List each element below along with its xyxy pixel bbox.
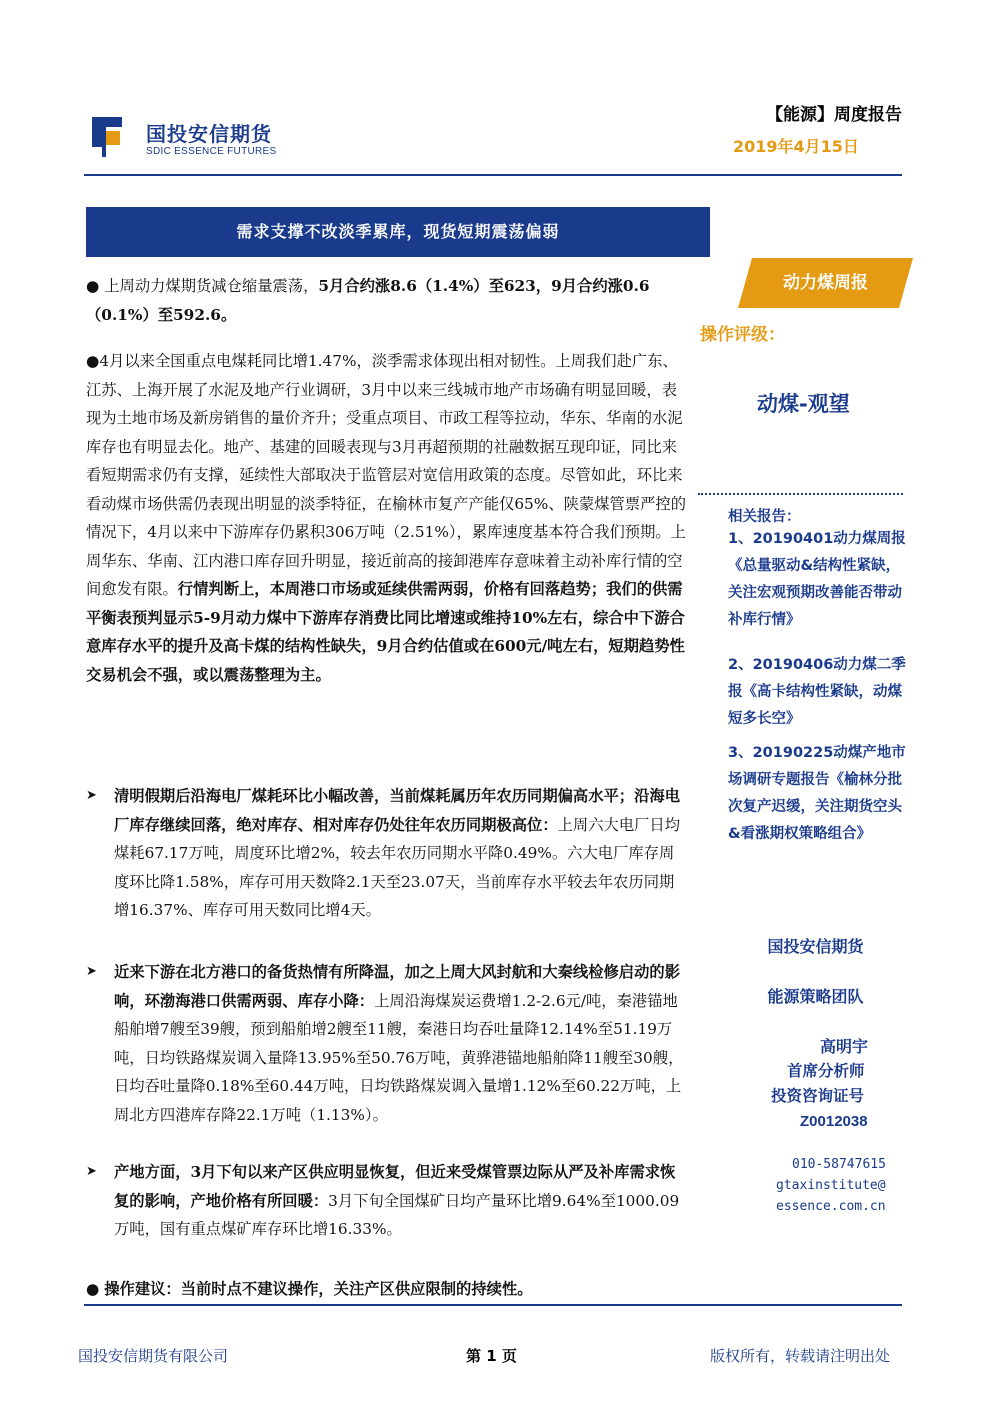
paragraph-emphasis: 操作建议：当前时点不建议操作，关注产区供应限制的持续性。 xyxy=(104,1280,533,1298)
contact-email: gtaxinstitute@ xyxy=(776,1178,886,1193)
footer-divider xyxy=(84,1304,902,1306)
license-number: Z0012038 xyxy=(800,1113,868,1130)
arrow-icon: ➤ xyxy=(86,788,97,803)
related-report-item: 3、20190225动煤产地市场调研专题报告《榆林分批次复产迟缓，关注期货空头&看涨期权策略组合》 xyxy=(728,745,906,842)
paragraph-text: 上周动力煤期货减仓缩量震荡， xyxy=(104,277,319,295)
sidebar-divider xyxy=(698,493,903,495)
paragraph-emphasis: 清明假期后沿海电厂煤耗环比小幅改善，当前煤耗属历年农历同期偏高水平；沿海电厂库存继续回落，绝对库存、相对库存仍处往年农历同期极高位： xyxy=(114,787,680,834)
paragraph-emphasis: 近来下游在北方港口的备货热情有所降温，加之上周大风封航和大秦线检修启动的影响，环渤海港口供需两弱、库存小降： xyxy=(114,963,680,1010)
footer-company: 国投安信期货有限公司 xyxy=(78,1347,229,1365)
paragraph-text: 上周沿海煤炭运费增1.2-2.6元/吨，秦港锚地船舶增7艘至39艘，预到船舶增2艘至11艘，秦港日均吞吐量降12.14%至51.19万吨，日均铁路煤炭调入量降13.95%至50.76万吨，黄骅港锚地船舶降11艘至30艘，日均吞吐量降0.18%至60.44万吨，日均铁路煤炭调入量增1.12%至60.22万吨，上周北方四港库存降22.1万吨（1.13%）。 xyxy=(114,991,684,1124)
footer-copyright: 版权所有，转载请注明出处 xyxy=(710,1347,891,1365)
related-report-item: 2、20190406动力煤二季报《高卡结构性紧缺，动煤短多长空》 xyxy=(728,657,906,727)
title-banner xyxy=(86,207,710,257)
arrow-paragraph xyxy=(86,1158,686,1244)
analyst-name: 高明宇 xyxy=(820,1037,869,1056)
license-label: 投资咨询证号 xyxy=(771,1087,865,1105)
bullet-paragraph xyxy=(86,1275,686,1304)
related-reports-title: 相关报告： xyxy=(728,509,801,525)
bullet-icon: ● xyxy=(86,352,100,370)
report-title: 需求支撑不改淡季累库，现货短期震荡偏弱 xyxy=(236,222,560,241)
paragraph-text: 3月下旬全国煤矿日均产量环比增9.64%至1000.09万吨，国有重点煤矿库存环比增16.33%。 xyxy=(114,1191,680,1238)
bullet-paragraph xyxy=(86,347,686,689)
rating-label: 操作评级： xyxy=(700,325,785,345)
logo-text-en: SDIC ESSENCE FUTURES xyxy=(146,146,277,157)
logo-icon xyxy=(92,117,134,157)
paragraph-text: 4月以来全国重点电煤耗同比增1.47%，淡季需求体现出相对韧性。上周我们赴广东、江苏、上海开展了水泥及地产行业调研，3月中以来三线城市地产市场确有明显回暖，表现为土地市场及新房销售的量价齐升；受重点项目、市政工程等拉动，华东、华南的水泥库存也有明显去化。地产、基建的回暖表现与3月再超预期的社融数据互现印证，同比来看短期需求仍有支撑，延续性大部取决于监管层对宽信用政策的态度。尽管如此，环比来看动煤市场供需仍表现出明显的淡季特征，在榆林市复产产能仅65%、陕蒙煤管票严控的情况下，4月以来中下游库存仍累积306万吨（2.51%），累库速度基本符合我们预期。上周华东、华南、江内港口库存回升明显，接近前高的接卸港库存意味着主动补库行情的空间愈发有限。 xyxy=(86,352,686,598)
paragraph-emphasis: 产地方面，3月下旬以来产区供应明显恢复，但近来受煤管票边际从严及补库需求恢复的影响，产地价格有所回暖： xyxy=(114,1163,676,1210)
arrow-icon: ➤ xyxy=(86,964,97,979)
bullet-icon: ● xyxy=(86,277,105,295)
related-report-item: 1、20190401动力煤周报《总量驱动&结构性紧缺，关注宏观预期改善能否带动补库行情》 xyxy=(728,531,906,628)
contact-email-domain: essence.com.cn xyxy=(776,1199,886,1214)
bullet-icon: ● xyxy=(86,1280,105,1298)
company-name: 国投安信期货 xyxy=(767,937,864,956)
bullet-paragraph xyxy=(86,272,686,329)
arrow-paragraph xyxy=(86,782,686,925)
header-divider xyxy=(84,174,902,176)
paragraph-emphasis: 行情判断上，本周港口市场或延续供需两弱，价格有回落趋势；我们的供需平衡表预判显示5-9月动力煤中下游库存消费比同比增速或维持10%左右，综合中下游合意库存水平的提升及高卡煤的结构性缺失，9月合约估值或在600元/吨左右，短期趋势性交易机会不强，或以震荡整理为主。 xyxy=(86,580,685,684)
analyst-title: 首席分析师 xyxy=(787,1062,865,1080)
report-type: 【能源】周度报告 xyxy=(766,105,902,125)
paragraph-emphasis: 5月合约涨8.6（1.4%）至623，9月合约涨0.6（0.1%）至592.6。 xyxy=(86,277,650,324)
paragraph-text: 上周六大电厂日均煤耗67.17万吨，周度环比增2%，较去年农历同期水平降0.49%。六大电厂库存周度环比降1.58%，库存可用天数降2.1天至23.07天，当前库存水平较去年农历同期增16.37%、库存可用天数同比增4天。 xyxy=(114,815,681,919)
report-date: 2019年4月15日 xyxy=(733,137,859,156)
rating-value: 动煤-观望 xyxy=(757,392,850,416)
arrow-paragraph xyxy=(86,958,686,1129)
team-name: 能源策略团队 xyxy=(767,987,864,1006)
arrow-icon: ➤ xyxy=(86,1164,97,1179)
contact-phone: 010-58747615 xyxy=(792,1157,886,1172)
logo-text-cn: 国投安信期货 xyxy=(146,122,272,146)
report-tag-label: 动力煤周报 xyxy=(783,273,868,293)
page-number: 第 1 页 xyxy=(466,1347,517,1365)
